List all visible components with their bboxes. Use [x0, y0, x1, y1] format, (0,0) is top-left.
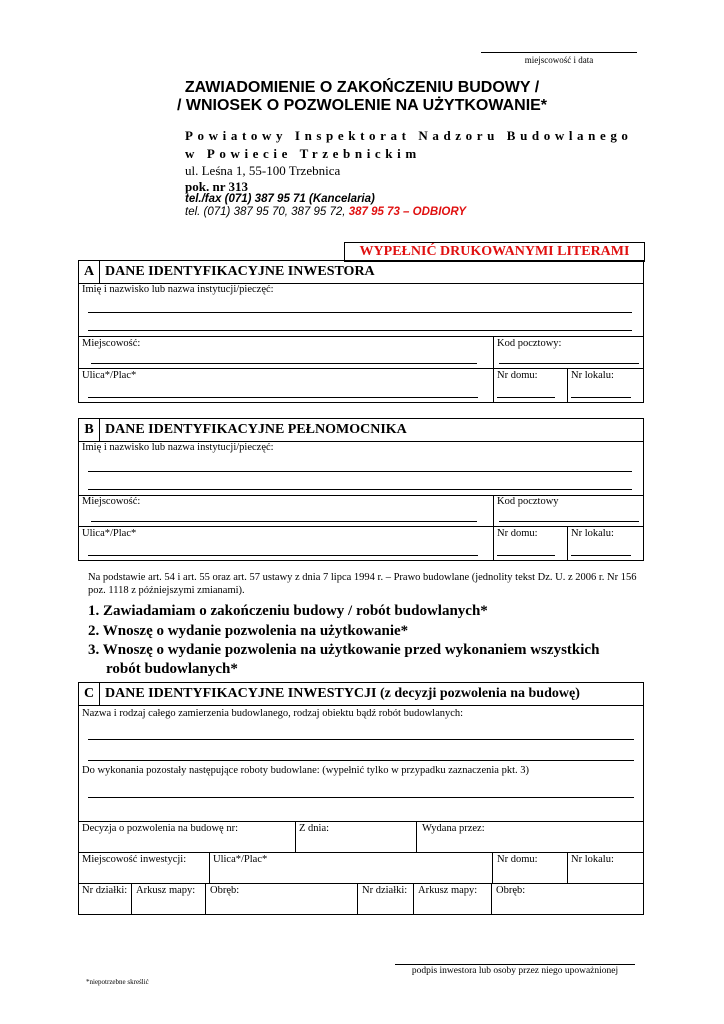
- place-date-label: miejscowość i data: [524, 55, 594, 65]
- investment-description-field-1[interactable]: [88, 739, 634, 740]
- investor-street-label: Ulica*/Plac*: [82, 370, 137, 381]
- investor-city-label: Miejscowość:: [82, 338, 141, 349]
- investor-house-label: Nr domu:: [497, 370, 538, 381]
- remaining-works-field[interactable]: [88, 797, 634, 798]
- section-c-investment: [78, 682, 644, 915]
- office-room: pok. nr 313: [185, 179, 248, 194]
- plot-number-label-1: Nr działki:: [82, 885, 128, 896]
- proxy-postal-field[interactable]: [499, 521, 639, 522]
- precinct-label-1: Obręb:: [210, 885, 240, 896]
- office-fax: tel./fax (071) 387 95 71 (Kancelaria): [185, 193, 375, 205]
- section-c-header: [79, 683, 643, 706]
- proxy-name-field-1[interactable]: [88, 471, 632, 472]
- investor-postal-field[interactable]: [499, 363, 639, 364]
- investment-street-label: Ulica*/Plac*: [213, 854, 268, 865]
- investment-description-field-2[interactable]: [88, 760, 634, 761]
- section-c-title: DANE IDENTYFIKACYJNE INWESTYCJI (z decyzji pozwolenia na budowę): [105, 686, 580, 701]
- proxy-flat-label: Nr lokalu:: [571, 528, 614, 539]
- investor-name-label: Imię i nazwisko lub nazwa instytucji/pieczęć:: [82, 284, 274, 295]
- title-line-2: / WNIOSEK O POZWOLENIE NA UŻYTKOWANIE*: [176, 97, 548, 114]
- title-line-1: ZAWIADOMIENIE O ZAKOŃCZENIU BUDOWY /: [184, 79, 540, 96]
- proxy-name-label: Imię i nazwisko lub nazwa instytucji/pieczęć:: [82, 442, 274, 453]
- investor-postal-label: Kod pocztowy:: [497, 338, 562, 349]
- office-name-line-1: Powiatowy Inspektorat Nadzoru Budowlanego: [185, 128, 633, 143]
- proxy-street-label: Ulica*/Plac*: [82, 528, 137, 539]
- investor-flat-label: Nr lokalu:: [571, 370, 614, 381]
- section-a-header: [79, 261, 643, 284]
- investor-name-field-2[interactable]: [88, 330, 632, 331]
- proxy-postal-label: Kod pocztowy: [497, 496, 559, 507]
- office-address: ul. Leśna 1, 55-100 Trzebnica: [185, 163, 341, 178]
- investor-street-field[interactable]: [88, 397, 478, 398]
- section-c-letter: C: [79, 683, 100, 705]
- declaration-3-continued: robót budowlanych*: [106, 661, 238, 677]
- declaration-3[interactable]: 3. Wnoszę o wydanie pozwolenia na użytkowanie przed wykonaniem wszystkich: [88, 642, 600, 658]
- signature-line[interactable]: [395, 964, 635, 965]
- office-phones-odbiory: 387 95 73 – ODBIORY: [348, 206, 467, 218]
- plot-number-label-2: Nr działki:: [362, 885, 408, 896]
- office-phones-text: tel. (071) 387 95 70, 387 95 72,: [185, 206, 346, 218]
- proxy-house-field[interactable]: [497, 555, 555, 556]
- precinct-label-2: Obręb:: [496, 885, 526, 896]
- section-b-title: DANE IDENTYFIKACYJNE PEŁNOMOCNIKA: [105, 422, 407, 437]
- section-b-header: [79, 419, 643, 442]
- permit-issued-by-label: Wydana przez:: [422, 823, 485, 834]
- investor-name-field-1[interactable]: [88, 312, 632, 313]
- map-sheet-label-1: Arkusz mapy:: [136, 885, 196, 896]
- proxy-house-label: Nr domu:: [497, 528, 538, 539]
- office-name-line-2: w Powiecie Trzebnickim: [185, 146, 421, 161]
- proxy-flat-field[interactable]: [571, 555, 631, 556]
- place-date-line: [481, 52, 637, 53]
- investment-description-label: Nazwa i rodzaj całego zamierzenia budowlanego, rodzaj obiektu bądź robót budowlanych:: [82, 708, 464, 719]
- declaration-2[interactable]: 2. Wnoszę o wydanie pozwolenia na użytkowanie*: [88, 623, 409, 639]
- signature-label: podpis inwestora lub osoby przez niego upoważnionej: [411, 966, 619, 976]
- proxy-city-field[interactable]: [91, 521, 477, 522]
- section-b-letter: B: [79, 419, 100, 441]
- map-sheet-label-2: Arkusz mapy:: [418, 885, 478, 896]
- investment-house-label: Nr domu:: [497, 854, 538, 865]
- declaration-1[interactable]: 1. Zawiadamiam o zakończeniu budowy / robót budowlanych*: [88, 603, 488, 619]
- permit-decision-label: Decyzja o pozwolenia na budowę nr:: [82, 823, 238, 834]
- fill-in-capitals-note: WYPEŁNIĆ DRUKOWANYMI LITERAMI: [344, 242, 645, 262]
- investment-flat-label: Nr lokalu:: [571, 854, 614, 865]
- section-a-title: DANE IDENTYFIKACYJNE INWESTORA: [105, 264, 375, 279]
- office-phones: [185, 206, 466, 218]
- legal-basis-text: Na podstawie art. 54 i art. 55 oraz art. 57 ustawy z dnia 7 lipca 1994 r. – Prawo budowlane (jednolity tekst Dz. U. z 2006 r. Nr 156 poz. 1118 z późniejszymi zmianami).: [88, 572, 637, 596]
- investor-city-field[interactable]: [91, 363, 477, 364]
- proxy-name-field-2[interactable]: [88, 489, 632, 490]
- section-b-proxy: [78, 418, 644, 561]
- permit-date-label: Z dnia:: [299, 823, 330, 834]
- section-a-investor: [78, 260, 644, 403]
- remaining-works-label: Do wykonania pozostały następujące roboty budowlane: (wypełnić tylko w przypadku zaznaczenia pkt. 3): [82, 765, 529, 776]
- footnote: *niepotrzebne skreślić: [86, 978, 149, 986]
- section-a-letter: A: [79, 261, 100, 283]
- proxy-city-label: Miejscowość:: [82, 496, 141, 507]
- investment-city-label: Miejscowość inwestycji:: [82, 854, 187, 865]
- investor-house-field[interactable]: [497, 397, 555, 398]
- investor-flat-field[interactable]: [571, 397, 631, 398]
- proxy-street-field[interactable]: [88, 555, 478, 556]
